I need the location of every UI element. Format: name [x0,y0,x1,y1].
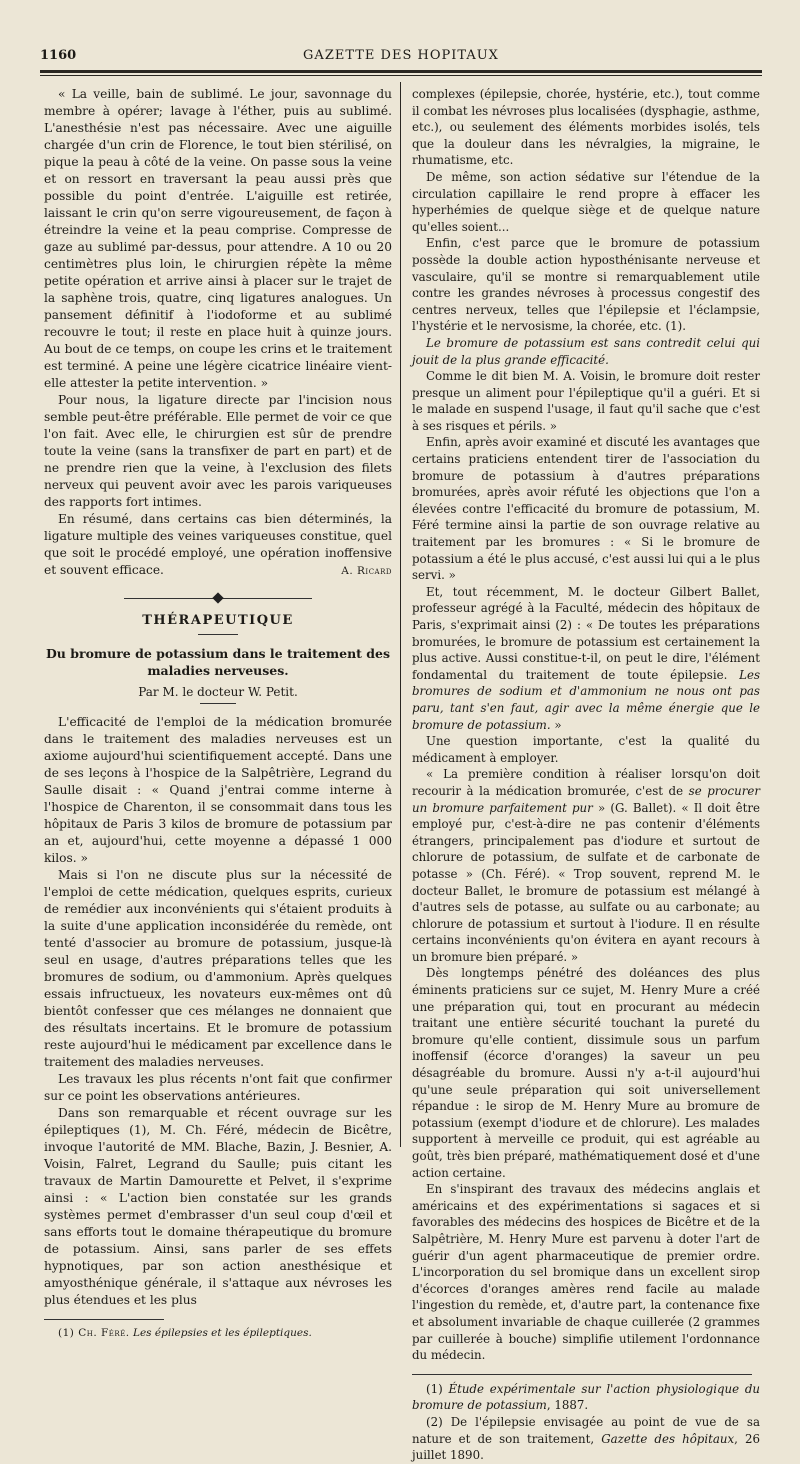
article-title: Du bromure de potassium dans le traitement des maladies nerveuses. [45,646,391,678]
paragraph: Les travaux les plus récents n'ont fait que confirmer sur ce point les observations antérieures. [44,1072,392,1103]
paragraph: « La veille, bain de sublimé. Le jour, savonnage du membre à opérer; lavage à l'éther, puis au sublimé. L'anesthésie n'est pas nécessaire. Avec une aiguille chargée d'un crin de Florence, le tout bien stérilisé, on pique la peau à côté de la veine. On passe sous la veine et on ressort en traversant la peau aussi près que possible du point d'entrée. L'aiguille est retirée, laissant le crin qu'on serre vigoureusement, de façon à étreindre la veine et la peau comprise. Compresse de gaze au sublimé par-dessus, pour attendre. A 10 ou 20 centimètres plus loin, le chirurgien répète la même petite opération et arrive ainsi à placer sur le trajet de la saphène trois, quatre, cinq ligatures analogues. Un pansement définitif à l'iodoforme et au sublimé recouvre le tout; il reste en place huit à quinze jours. Au bout de ce temps, on coupe les crins et le traitement est terminé. A peine une légère cicatrice linéaire vient-elle attester la petite intervention. » [44,87,392,390]
paragraph: Mais si l'on ne discute plus sur la nécessité de l'emploi de cette médication, quelques esprits, curieux de remédier aux inconvénients qui s'étaient produits à la suite d'une application inconsidérée du remède, ont tenté d'associer au bromure de potassium, jusque-là seul en usage, d'autres préparations telles que les bromures de sodium, ou d'ammonium. Après quelques essais infructueux, les novateurs eux-mêmes ont dû bientôt confesser que ces mélanges ne donnaient que des résultats incertains. Et le bromure de potassium reste aujourd'hui le médicament par excellence dans le traitement des maladies nerveuses. [44,868,392,1069]
paragraph: Pour nous, la ligature directe par l'incision nous semble peut-être préférable. Elle permet de voir ce que l'on fait. Avec elle, le chirurgien est sûr de prendre toute la veine (sans la transfixer de part en part) et de ne prendre rien que la veine, à l'exclusion des filets nerveux qui peuvent avoir avec les parois variqueuses des rapports fort intimes. [44,393,392,509]
text-run: , 26 juillet 1890. [412,1431,761,1463]
italic-text: Le bromure de potassium est sans contredit celui qui jouit de la plus grande efficacité. [412,335,760,367]
section-rule [198,634,238,635]
paragraph: Enfin, c'est parce que le bromure de potassium possède la double action hyposthénisante nerveuse et vasculaire, qu'il se montre si remarquablement utile contre les grandes névroses à processus congestif des centres nerveux, telles que l'épilepsie et l'éclampsie, l'hystérie et le nervosisme, la chorée, etc. (1). [412,236,760,334]
header-rule-thick [40,70,762,73]
paragraph: En s'inspirant des travaux des médecins anglais et américains et des expérimentations si sagaces et si favorables des médecins des hospices de Bicêtre et de la Salpêtrière, M. Henry Mure est parvenu à doter l'art de guérir d'un agent pharmaceutique de premier ordre. L'incorporation du sel bromique dans un excellent sirop d'écorces d'oranges amères rend facile au malade l'ingestion du remède, et, d'autre part, la contenance fixe et absolument invariable de chaque cuillerée (2 grammes par cuillerée à bouche) simplifie utilement l'ordonnance du médecin. [412,1182,760,1363]
text-run: Et, tout récemment, M. le docteur Gilbert Ballet, professeur agrégé à la Faculté, médecin des hôpitaux de Paris, s'exprimait ainsi (2) : « De toutes les préparations bromurées, le bromure de potassium est certainement la plus active. Aussi constitue-t-il, on peut le dire, l'élément fondamental du traitement de toute épilepsie. [412,584,760,682]
footnote-rule [44,1319,164,1320]
footnote [412,1414,760,1464]
paragraph: Enfin, après avoir examiné et discuté les avantages que certains praticiens entendent tirer de l'association du bromure de potassium à d'autres préparations bromurées, après avoir réfuté les objections que l'on a élevées contre l'efficacité du bromure de potassium, M. Féré termine ainsi la partie de son ouvrage relative au traitement par les bromures : « Si le bromure de potassium a été le plus accusé, c'est aussi lui qui a le plus servi. » [412,435,760,583]
text-run: (2) De l'épilepsie envisagée au point de vue de sa nature et de son traitement, [412,1414,760,1446]
footnote-title: Gazette des hôpitaux [601,1431,735,1446]
byline: Par M. le docteur W. Petit. [138,685,298,699]
paragraph: Une question importante, c'est la qualité du médicament à employer. [412,734,760,765]
column-divider [400,82,401,1147]
paragraph: De même, son action sédative sur l'étendue de la circulation capillaire le rend propre à effacer les hyperhémies de quelque siège et de quelque nature qu'elles soient... [412,169,760,234]
paragraph: Dès longtemps pénétré des doléances des plus éminents praticiens sur ce sujet, M. Henry Mure a créé une préparation qui, tout en procurant au médecin traitant une entière sécurité touchant la pureté du bromure qu'elle contient, dissimule sous un parfum inoffensif (écorce d'oranges) la saveur un peu désagréable du bromure. Aussi n'y a-t-il aujourd'hui qu'une seule préparation qui soit universellement répandue : le sirop de M. Henry Mure au bromure de potassium (exempt d'iodure et de chlorure). Les malades supportent à merveille ce produit, qui est agréable au goût, très bien préparé, mathématiquement dosé et d'une action certaine. [412,966,760,1180]
paragraph: complexes (épilepsie, chorée, hystérie, etc.), tout comme il combat les névroses plus localisées (dysphagie, asthme, etc.), ou seulement des éléments morbides isolés, tels que la douleur dans les névralgies, la migraine, le rhumatisme, etc. [412,87,760,168]
page-number: 1160 [40,48,77,63]
right-column [412,86,760,1464]
footnote [44,1326,392,1340]
paragraph: Dans son remarquable et récent ouvrage sur les épileptiques (1), M. Ch. Féré, médecin de Bicêtre, invoque l'autorité de MM. Blache, Bazin, J. Besnier, A. Voisin, Falret, Legrand du Saulle; puis citant les travaux de Martin Damourette et Pelvet, il s'exprime ainsi : « L'action bien constatée sur les grands systèmes permet d'embrasser d'un seul coup d'œil et sans efforts tout le domaine thérapeutique du bromure de potassium. Ainsi, sans parler de ses effets hypnotiques, par son action anesthésique et amyosthénique générale, il s'attaque aux névroses les plus étendues et les plus [44,1106,392,1307]
page-header [40,48,762,66]
paragraph: En résumé, dans certains cas bien déterminés, la ligature multiple des veines variqueuses constitue, quel que soit le procédé employé, une opération inoffensive et souvent efficace. [44,512,392,577]
footnote-ref: (1) Ch. Féré. [58,1327,130,1339]
text-run: « La première condition à réaliser lorsqu'on doit recourir à la médication bromurée, c'est de [412,767,760,798]
text-run: , 1887. [546,1398,589,1413]
section-title: THÉRAPEUTIQUE [142,613,294,628]
running-title: GAZETTE DES HOPITAUX [303,48,499,63]
footnote-title: Étude expérimentale sur l'action physiologique du bromure de potassium [412,1381,760,1413]
paragraph [412,335,760,368]
italic-text: Les bromures de sodium et d'ammonium ne nous ont pas paru, tant s'en faut, agir avec la même énergie que le bromure de potassium. [412,667,760,732]
paragraph: Comme le dit bien M. A. Voisin, le bromure doit rester presque un aliment pour l'épileptique qu'il a guéri. Et si le malade en suspend l'usage, il faut qu'il sache que c'est à ses risques et périls. » [412,369,760,433]
left-column [44,86,392,1340]
footnote-title: Les épilepsies et les épileptiques. [132,1327,312,1339]
paragraph [412,584,760,733]
italic-text: se procurer un bromure parfaitement pur [412,783,761,815]
section-ornament [44,597,392,601]
author-signature: A. Ricard [341,565,392,577]
footnote [412,1381,760,1414]
paragraph [412,766,760,965]
paragraph: L'efficacité de l'emploi de la médication bromurée dans le traitement des maladies nerveuses est un axiome aujourd'hui scientifiquement accepté. Dans une de ses leçons à l'hospice de la Salpêtrière, Legrand du Saulle disait : « Quand j'entrai comme interne à l'hospice de Charenton, il se consommait dans tous les hôpitaux de Paris 3 kilos de bromure de potassium par an et, aujourd'hui, cette moyenne a dépassé 1 000 kilos. » [44,715,392,865]
ornament-diamond-icon [212,592,223,603]
footnote-ref: (1) [426,1381,443,1396]
header-rule-thin [40,75,762,76]
footnote-rule [412,1374,752,1375]
text-run: » [554,717,562,732]
byline-rule [200,703,236,704]
text-run: » (G. Ballet). « Il doit être employé pur, c'est-à-dire ne pas contenir d'éléments étrangers, principalement pas d'iodure et surtout de chlorure de potassium, de sulfate et de carbonate de potasse » (Ch. Féré). « Trop souvent, reprend M. le docteur Ballet, le bromure de potassium est mélangé à d'autres sels de potasse, au sulfate ou au carbonate; au chlorure de potassium et surtout à l'iodure. Il en résulte certains inconvénients qu'on évitera en ayant recours à un bromure bien préparé. » [412,800,760,964]
